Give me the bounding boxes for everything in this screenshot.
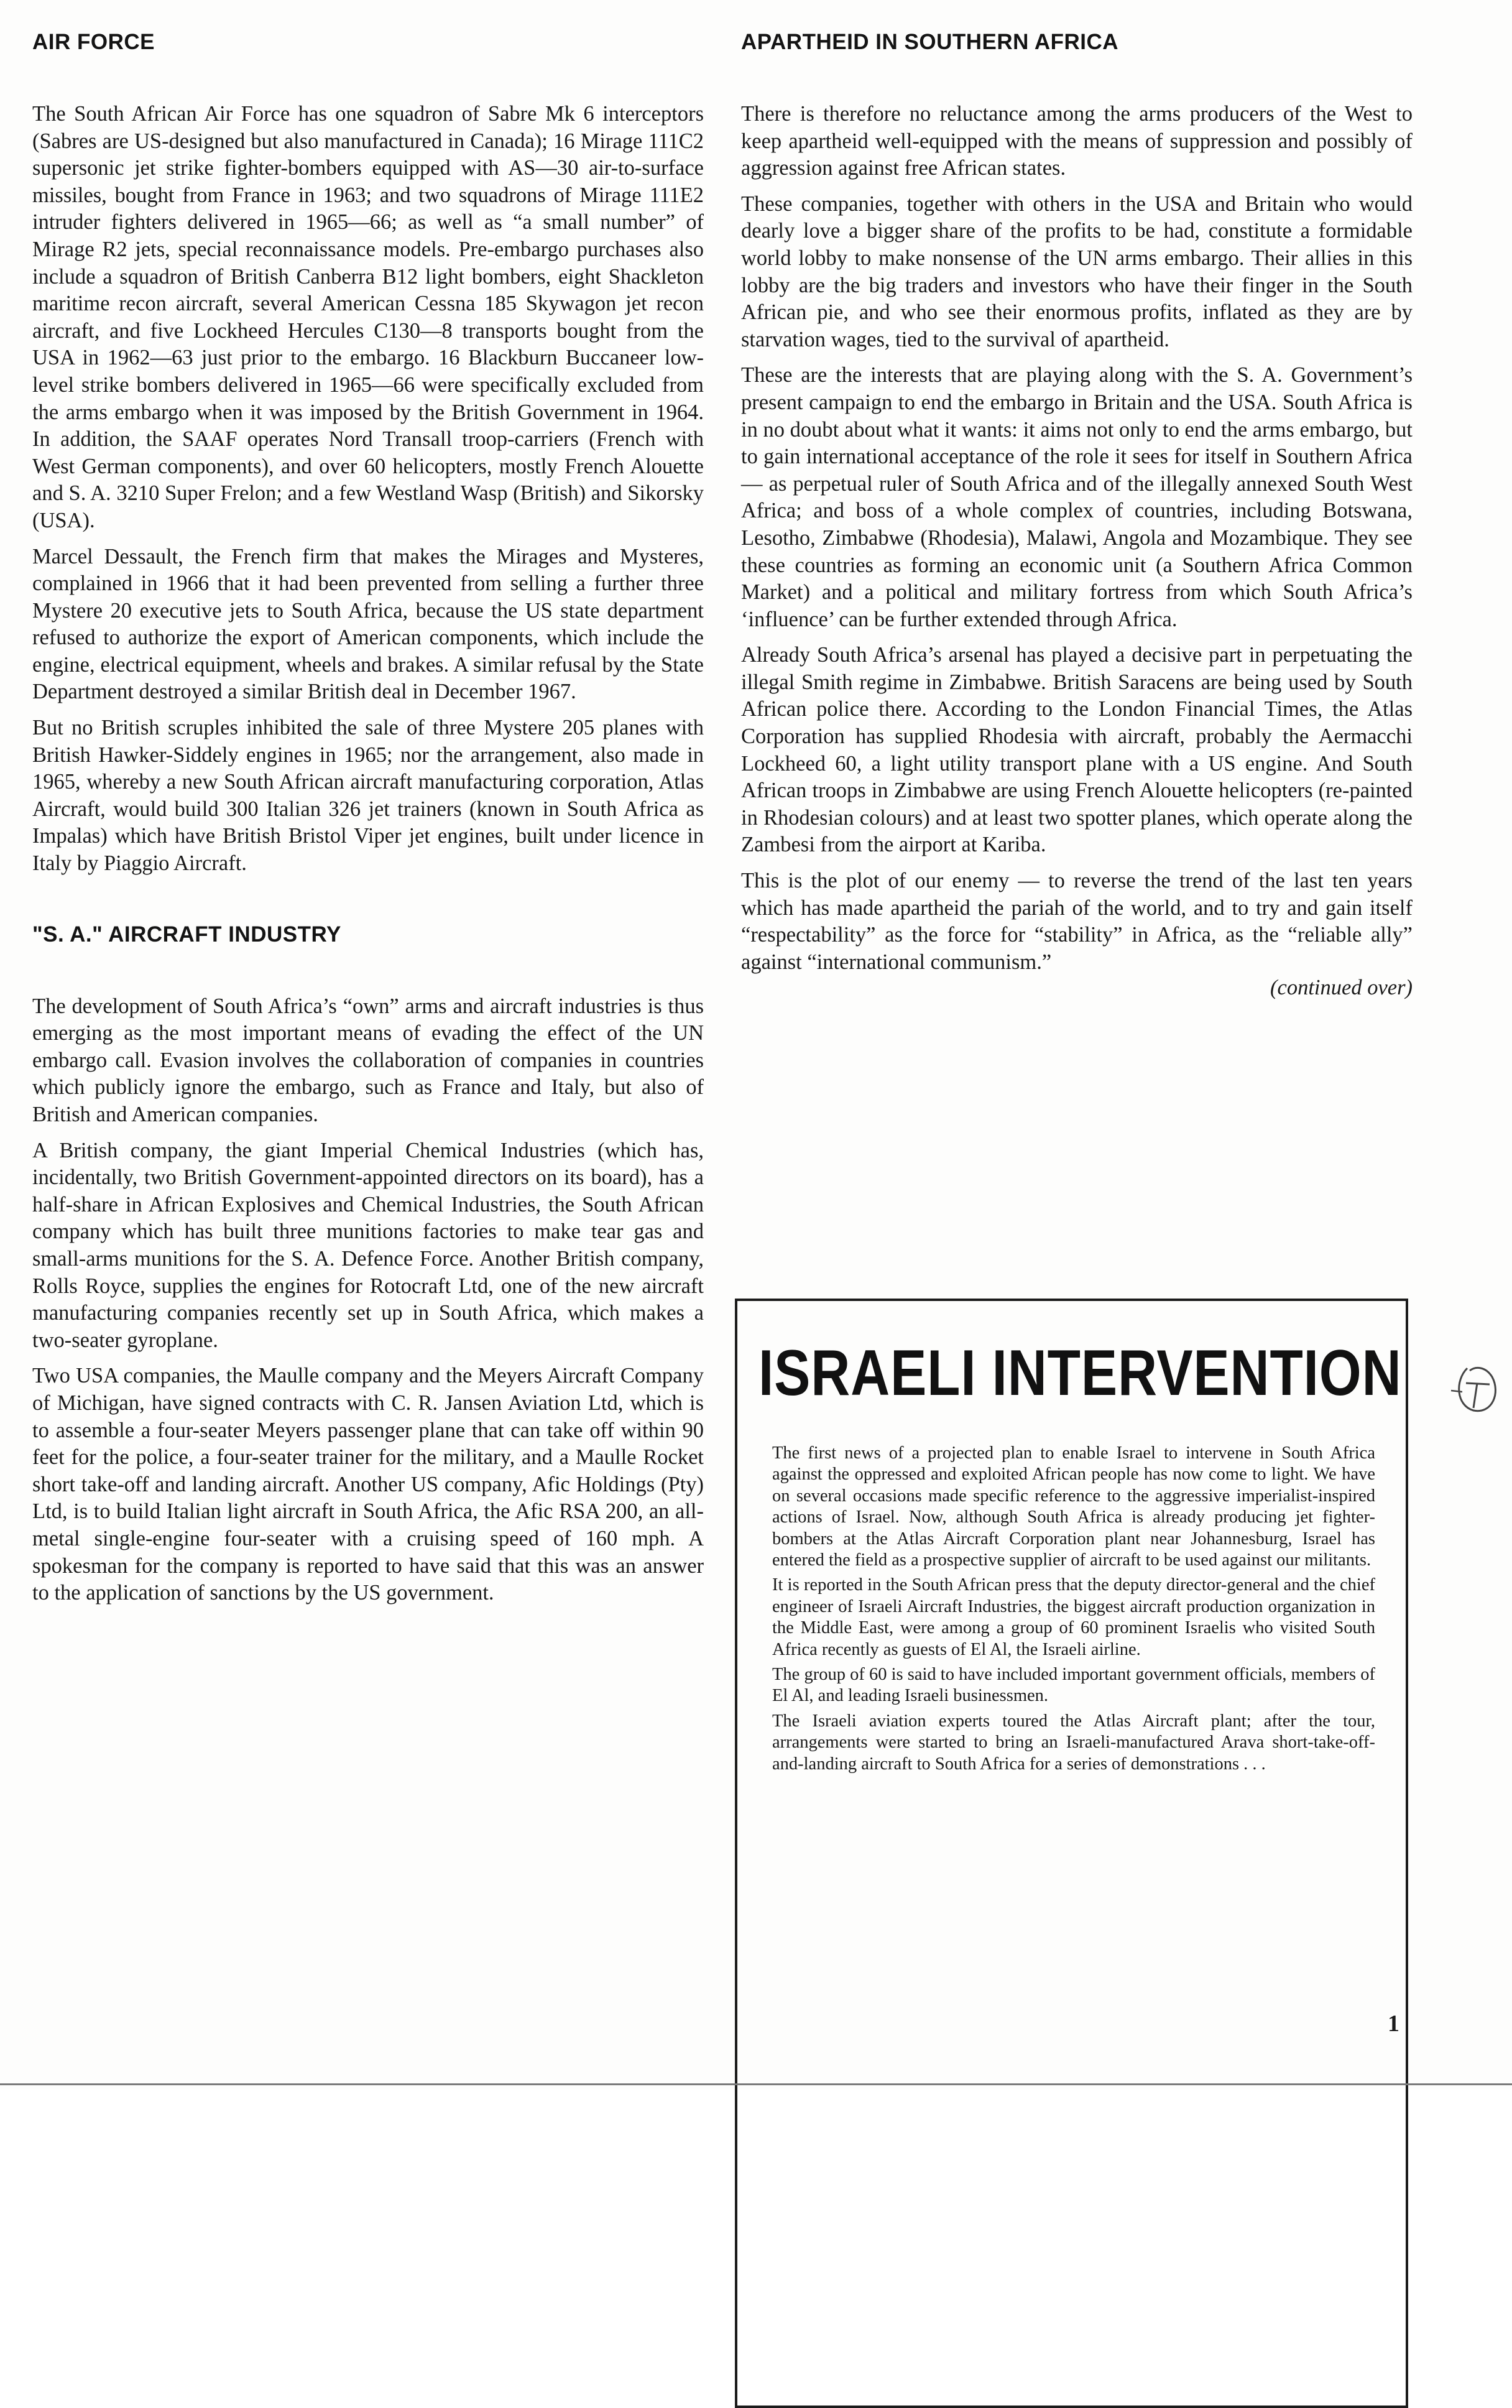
box-paragraph: The Israeli aviation experts toured the Atlas Aircraft plant; after the tour, arrangements were started to bring an Israeli-manufactured Arava short-take-off-and-landing aircraft to South Africa for a series of demonstrations . . . [772, 1711, 1375, 1774]
aircraft-industry-paragraph: A British company, the giant Imperial Chemical Industries (which has, incidentally, two British Government-appointed directors on its board), has a half-share in African Explosives and Chemical Industries, the South African company which has built three munitions factories to make tear gas and small-arms munitions for the S. A. Defence Force. Another British company, Rolls Royce, supplies the engines for Rotocraft Ltd, one of the new aircraft manufacturing companies recently set up in South Africa, which makes a two-seater gyroplane. [32, 1138, 704, 1352]
page-number: 1 [1388, 2011, 1399, 2037]
box-paragraph: The first news of a projected plan to enable Israel to intervene in South Africa against the oppressed and exploited African people has now come to light. We have on several occasions made specific reference to the aggressive imperialist-inspired actions of Israel. Now, although South Africa is already producing jet fighter-bombers at the Atlas Aircraft Corporation plant near Johannesburg, Israel has entered the field as a prospective supplier of aircraft to be used against our militants. [772, 1443, 1375, 1570]
air-force-paragraph: The South African Air Force has one squadron of Sabre Mk 6 interceptors (Sabres are US-designed but also manufactured in Canada); 16 Mirage 111C2 supersonic jet strike fighter-bombers equipped with AS—30 air-to-surface missiles, bought from France in 1963; and two squadrons of Mirage 111E2 intruder fighters delivered in 1965—66; as well as “a small number” of Mirage R2 jets, special reconnaissance models. Pre-embargo purchases also include a squadron of British Canberra B12 light bombers, eight Shackleton maritime recon aircraft, several American Cessna 185 Skywagon jet recon aircraft, and five Lockheed Hercules C130—8 transports bought from the USA in 1962—63 just prior to the embargo. 16 Blackburn Buccaneer low-level strike bombers delivered in 1965—66 were specifically excluded from the arms embargo when it was imposed by the British Government in 1964. In addition, the SAAF operates Nord Transall troop-carriers (French with West German components), and over 60 helicopters, mostly French Alouette and S. A. 3210 Super Frelon; and a few Westland Wasp (British) and Sikorsky (USA). [32, 102, 704, 532]
handwritten-margin-mark [1449, 1356, 1505, 1424]
air-force-paragraph: But no British scruples inhibited the sale of three Mystere 205 planes with British Hawker-Siddely engines in 1965; nor the arrangement, also made in 1965, whereby a new South African aircraft manufacturing corporation, Atlas Aircraft, would build 300 Italian 326 jet trainers (known in South Africa as Impalas) which have British Bristol Viper jet engines, built under licence in Italy by Piaggio Aircraft. [32, 716, 704, 876]
page-bottom-edge [0, 2083, 1512, 2085]
box-paragraph: The group of 60 is said to have included important government officials, members of El Al, and leading Israeli businessmen. [772, 1665, 1375, 1706]
apartheid-heading: APARTHEID IN SOUTHERN AFRICA [741, 30, 1119, 54]
box-paragraph: It is reported in the South African press that the deputy director-general and the chief engineer of Israeli Aircraft Industries, the biggest aircraft production organization in the Middle East, were among a group of 60 prominent Israelis who visited South Africa recently as guests of El Al, the Israeli airline. [772, 1575, 1375, 1659]
aircraft-industry-heading: "S. A." AIRCRAFT INDUSTRY [32, 922, 341, 947]
apartheid-paragraph: These companies, together with others in the USA and Britain who would dearly love a bigger share of the profits to be had, constitute a formidable world lobby to make nonsense of the UN arms embargo. Their allies in this lobby are the big traders and investors who have their finger in the South African pie, and who see their enormous profits, inflated as they are by starvation wages, tied to the survival of apartheid. [741, 192, 1413, 351]
apartheid-paragraph: There is therefore no reluctance among the arms producers of the West to keep apartheid well-equipped with the means of suppression and possibly of aggression against free African states. [741, 102, 1413, 180]
right-column [741, 30, 1413, 1011]
aircraft-industry-paragraph: Two USA companies, the Maulle company and the Meyers Aircraft Company of Michigan, have signed contracts with C. R. Jansen Aviation Ltd, which is to assemble a four-seater Meyers passenger plane that can take off within 90 feet for the police, a four-seater trainer for the military, and a Maulle Rocket short take-off and landing aircraft. Another US company, Afic Holdings (Pty) Ltd, is to build Italian light aircraft in South Africa, the Afic RSA 200, an all-metal single-engine four-seater with a cruising speed of 160 mph. A spokesman for the company is reported to have said that this was an answer to the application of sanctions by the US government. [32, 1364, 704, 1605]
apartheid-closing-text: This is the plot of our enemy — to reverse the trend of the last ten years which has made apartheid the pariah of the world, and to try and gain itself “respectability” as the force for “stability” in Africa, as the “reliable ally” against “international communism.” [741, 869, 1413, 974]
israeli-intervention-title: ISRAELI INTERVENTION [758, 1337, 1402, 1409]
israeli-intervention-text [772, 1443, 1375, 1779]
apartheid-paragraph: These are the interests that are playing along with the S. A. Government’s present campaign to end the embargo in Britain and the USA. South Africa is in no doubt about what it wants: it aims not only to end the arms embargo, but to gain international acceptance of the role it sees for itself in Southern Africa — as perpetual ruler of South Africa and of the illegally annexed South West Africa; and boss of a whole complex of countries, including Botswana, Lesotho, Zimbabwe (Rhodesia), Malawi, Angola and Mozambique. They see these countries as forming an economic unit (a Southern Africa Common Market) and a political and military fortress from which South Africa’s ‘influence’ can be further extended through Africa. [741, 363, 1413, 631]
air-force-heading: AIR FORCE [32, 30, 155, 54]
continued-over-note: (continued over) [1270, 976, 1413, 1000]
air-force-paragraph: Marcel Dessault, the French firm that makes the Mirages and Mysteres, complained in 1966 that it had been prevented from selling a further three Mystere 20 executive jets to South Africa, because the US state department refused to authorize the export of American components, which include the engine, electrical equipment, wheels and brakes. A similar refusal by the State Department destroyed a similar British deal in December 1967. [32, 544, 704, 704]
apartheid-paragraph: Already South Africa’s arsenal has played a decisive part in perpetuating the illegal Smith regime in Zimbabwe. British Saracens are being used by South African police there. According to the London Financial Times, the Atlas Corporation has supplied Rhodesia with aircraft, probably the Aermacchi Lockheed 60, a light utility transport plane with a US engine. And South African troops in Zimbabwe are using French Alouette helicopters (re-painted in Rhodesian colours) and at least two spotter planes, which operate along the Zambesi from the airport at Kariba. [741, 643, 1413, 857]
aircraft-industry-paragraph: The development of South Africa’s “own” arms and aircraft industries is thus emerging as the most important means of evading the effect of the UN embargo call. Evasion involves the collaboration of companies in countries which publicly ignore the embargo, such as France and Italy, but also of British and American companies. [32, 994, 704, 1126]
apartheid-paragraph [741, 868, 1413, 1002]
left-column [32, 30, 704, 1616]
